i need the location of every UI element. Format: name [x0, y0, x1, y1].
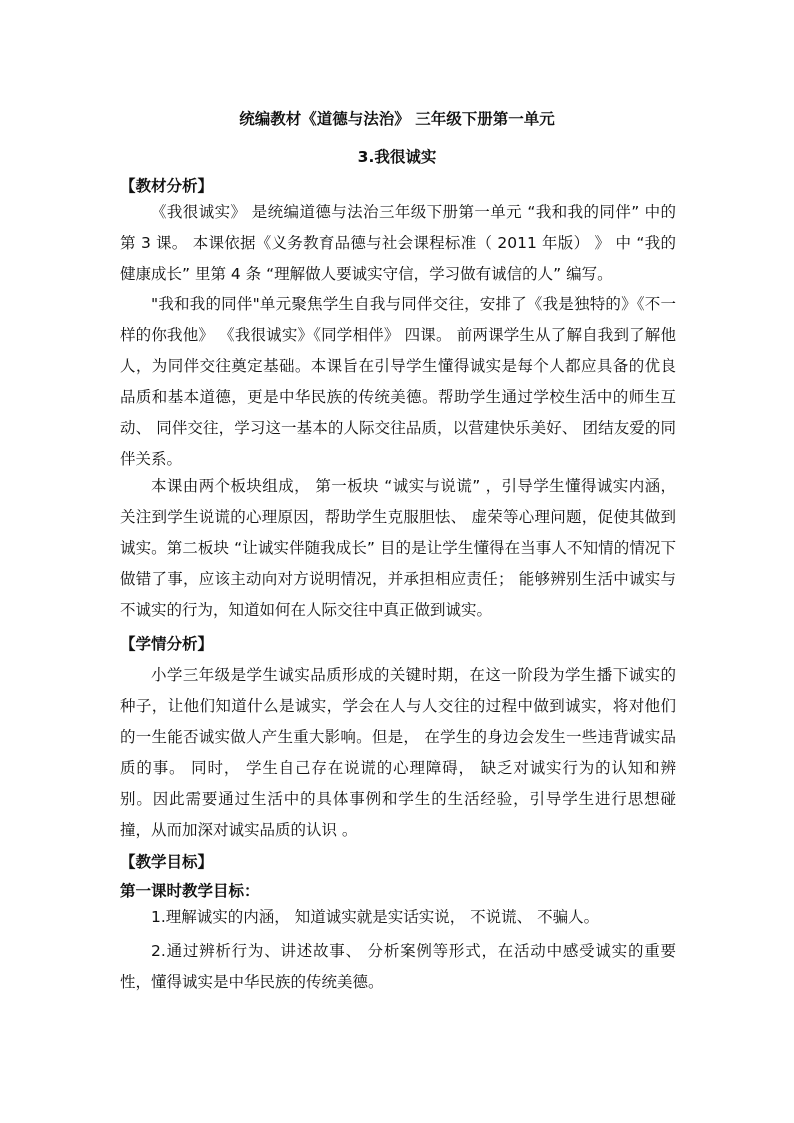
textbook-analysis-paragraph-1: 《我很诚实》 是统编道德与法治三年级下册第一单元 “我和我的同伴” 中的第 3 课。 本课依据《义务教育品德与社会课程标准（ 2011 年版） 》 中 “我的健康成长” 里第 4 条 “理解做人要诚实守信，学习做有诚信的人” 编写。 [120, 203, 676, 283]
teaching-goals-heading: 【教学目标】 [120, 853, 214, 871]
textbook-analysis-paragraph-2: "我和我的同伴"单元聚焦学生自我与同伴交往，安排了《我是独特的》《不一样的你我他》 《我很诚实》《同学相伴》 四课。 前两课学生从了解自我到了解他人，为同伴交往奠定基础。本课旨在引导学生懂得诚实是每个人都应具备的优良品质和基本道德，更是中华民族的传统美德。帮助学生通过学校生活中的师生互动、 同伴交往，学习这一基本的人际交往品质，以营建快乐美好、 团结友爱的同伴关系。 [120, 295, 676, 468]
goal-item-1: 1.理解诚实的内涵， 知道诚实就是实话实说， 不说谎、 不骗人。 [151, 908, 600, 926]
first-lesson-goals-heading: 第一课时教学目标： [120, 882, 260, 900]
lesson-title: 3.我很诚实 [357, 148, 437, 166]
document-title: 统编教材《道德与法治》 三年级下册第一单元 [239, 110, 555, 128]
textbook-analysis-heading: 【教材分析】 [120, 177, 214, 195]
student-analysis-heading: 【学情分析】 [120, 635, 214, 653]
student-analysis-paragraph: 小学三年级是学生诚实品质形成的关键时期，在这一阶段为学生播下诚实的种子，让他们知道什么是诚实，学会在人与人交往的过程中做到诚实，将对他们的一生能否诚实做人产生重大影响。但是， 在学生的身边会发生一些违背诚实品质的事。 同时， 学生自己存在说谎的心理障碍， 缺乏对诚实行为的认知和辨别。因此需要通过生活中的具体事例和学生的生活经验，引导学生进行思想碰撞，从而加深对诚实品质的认识 。 [120, 666, 676, 839]
goal-item-2: 2.通过辨析行为、讲述故事、 分析案例等形式，在活动中感受诚实的重要性，懂得诚实是中华民族的传统美德。 [120, 942, 676, 991]
textbook-analysis-paragraph-3: 本课由两个板块组成， 第一板块 “诚实与说谎” ，引导学生懂得诚实内涵，关注到学生说谎的心理原因，帮助学生克服胆怯、 虚荣等心理问题，促使其做到诚实。第二板块 “让诚实伴随我成长” 目的是让学生懂得在当事人不知情的情况下做错了事，应该主动向对方说明情况，并承担相应责任； 能够辨别生活中诚实与不诚实的行为，知道如何在人际交往中真正做到诚实。 [120, 477, 676, 619]
